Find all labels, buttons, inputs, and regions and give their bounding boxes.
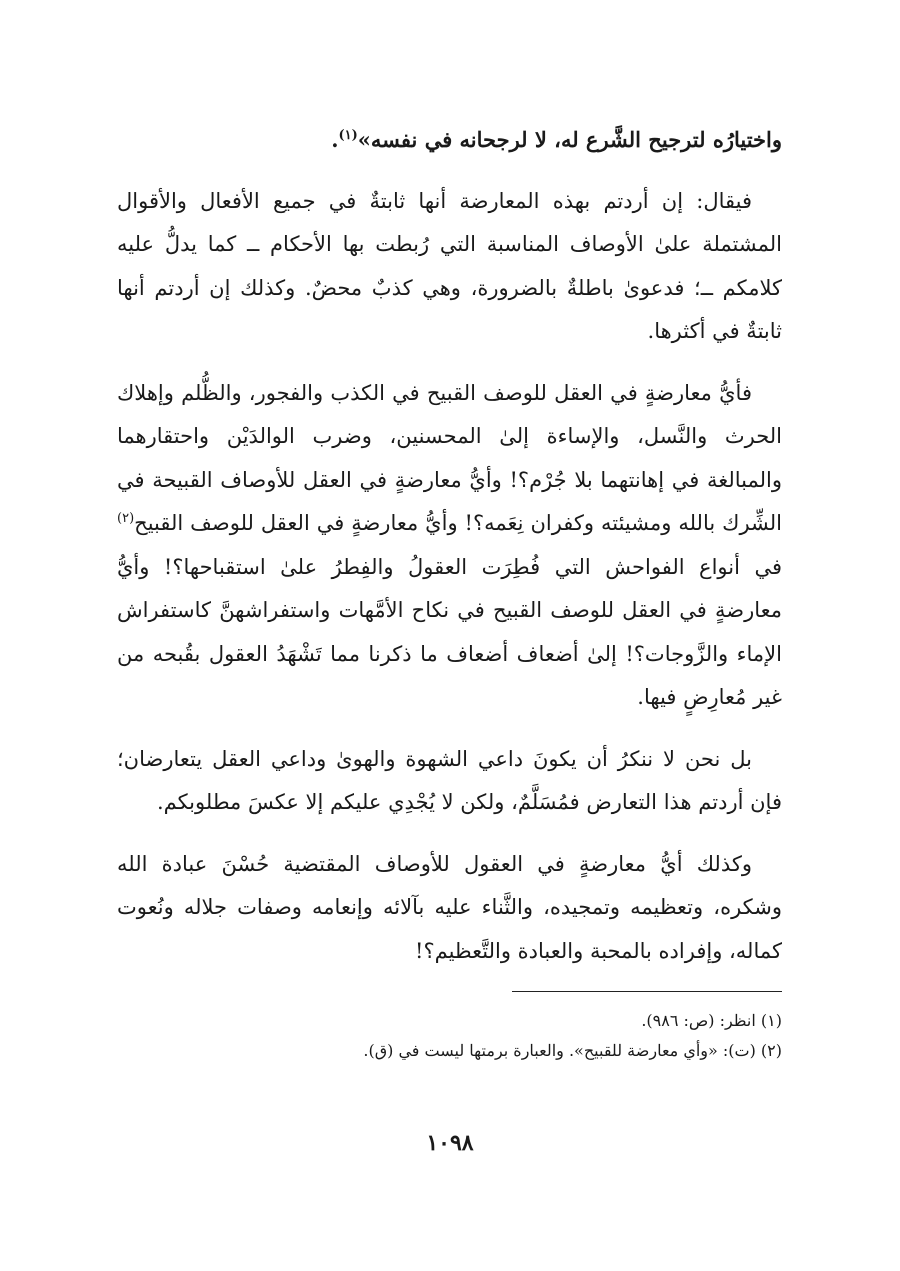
paragraph-2 <box>117 180 782 354</box>
paragraph-2-text: فيقال: إن أردتم بهذه المعارضة أنها ثابتةٌ في جميع الأفعال والأقوال المشتملة علىٰ الأوصاف المناسبة التي رُبطت بها الأحكام ــ كما يدلُّ عليه كلامكم ــ؛ فدعوىٰ باطلةٌ بالضرورة، وهي كذبٌ محضٌ. وكذلك إن أردتم أنها ثابتةٌ في أكثرها. <box>117 188 782 343</box>
page-body <box>117 118 782 1066</box>
footnote-ref-2: (٢) <box>117 511 135 526</box>
paragraph-3-tail: في أنواع الفواحش التي فُطِرَت العقولُ والفِطرُ علىٰ استقباحها؟! وأيُّ معارضةٍ في العقل للوصف القبيح في نكاح الأمَّهات واستفراشهنَّ كاستفراش الإماء والزَّوجات؟! إلىٰ أضعاف أضعاف ما ذكرنا مما تَشْهَدُ العقول بقُبحه من غير مُعارِضٍ فيها. <box>117 554 782 709</box>
paragraph-5-text: وكذلك أيُّ معارضةٍ في العقول للأوصاف المقتضية حُسْنَ عبادة الله وشكره، وتعظيمه وتمجيده، والثَّناء عليه بآلائه وإنعامه وصفات جلاله ونُعوت كماله، وإفراده بالمحبة والعبادة والتَّعظيم؟! <box>117 851 782 963</box>
footnote-2: (٢) (ت): «وأي معارضة للقبيح». والعبارة برمتها ليست في (ق). <box>363 1041 782 1060</box>
footnote-1: (١) انظر: (ص: ٩٨٦). <box>641 1011 782 1030</box>
paragraph-3 <box>117 372 782 720</box>
paragraph-1 <box>117 118 782 162</box>
paragraph-3-text: فأيُّ معارضةٍ في العقل للوصف القبيح في الكذب والفجور، والظُّلم وإهلاك الحرث والنَّسل، والإساءة إلىٰ المحسنين، وضرب الوالدَيْن واحتقارهما والمبالغة في إهانتهما بلا جُرْم؟! وأيُّ معارضةٍ في العقل للأوصاف القبيحة في الشِّرك بالله ومشيئته وكفران نِعَمه؟! وأيُّ معارضةٍ في العقل للوصف القبيح <box>117 380 782 535</box>
footnote-divider <box>512 991 782 992</box>
paragraph-4 <box>117 738 782 825</box>
page-number: ١٠٩٨ <box>426 1130 474 1156</box>
paragraph-1-tail: . <box>331 127 339 152</box>
paragraph-4-text: بل نحن لا ننكرُ أن يكونَ داعي الشهوة والهوىٰ وداعي العقل يتعارضان؛ فإن أردتم هذا التعارض فمُسَلَّمٌ، ولكن لا يُجْدِي عليكم إلا عكسَ مطلوبكم. <box>117 746 782 814</box>
footnote-ref-1: (١) <box>338 128 358 143</box>
paragraph-5 <box>117 843 782 974</box>
paragraph-1-text: واختيارُه لترجيح الشَّرع له، لا لرجحانه في نفسه» <box>357 127 782 152</box>
